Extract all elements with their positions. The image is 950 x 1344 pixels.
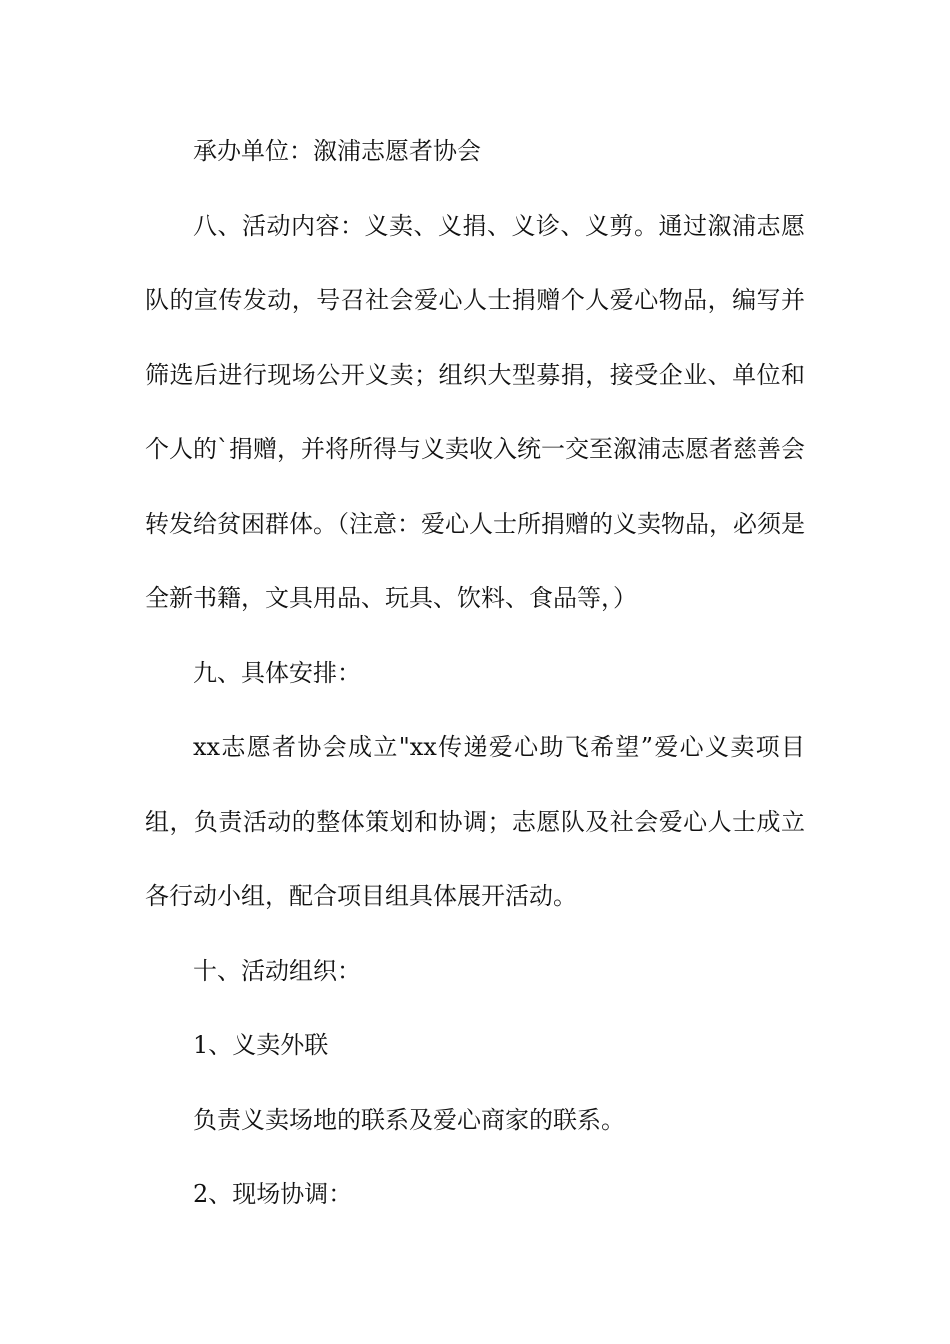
paragraph-organizer: 承办单位：溆浦志愿者协会 xyxy=(193,137,481,165)
paragraph-section-9-body: xx志愿者协会成立"xx传递爱心助飞希望”爱心义卖项目组，负责活动的整体策划和协调；志愿队及社会爱心人士成立各行动小组，配合项目组具体展开活动。 xyxy=(145,733,805,910)
paragraph-section-8-activity-content: 八、活动内容：义卖、义捐、义诊、义剪。通过溆浦志愿队的宣传发动，号召社会爱心人士捐赠个人爱心物品，编写并筛选后进行现场公开义卖；组织大型募捐，接受企业、单位和个人的`捐赠，并将所得与义卖收入统一交至溆浦志愿者慈善会转发给贫困群体。（注意：爱心人士所捐赠的义卖物品，必须是全新书籍，文具用品、玩具、饮料、食品等，） xyxy=(145,211,805,612)
paragraph-section-10-heading: 十、活动组织： xyxy=(193,956,361,985)
document-body xyxy=(145,114,805,1232)
paragraph-section-9-heading: 九、具体安排： xyxy=(193,658,361,687)
paragraph-item-1-body: 负责义卖场地的联系及爱心商家的联系。 xyxy=(193,1105,625,1134)
paragraph-item-2-heading: 2、现场协调： xyxy=(193,1180,353,1208)
paragraph-item-1-heading: 1、义卖外联 xyxy=(193,1031,329,1059)
